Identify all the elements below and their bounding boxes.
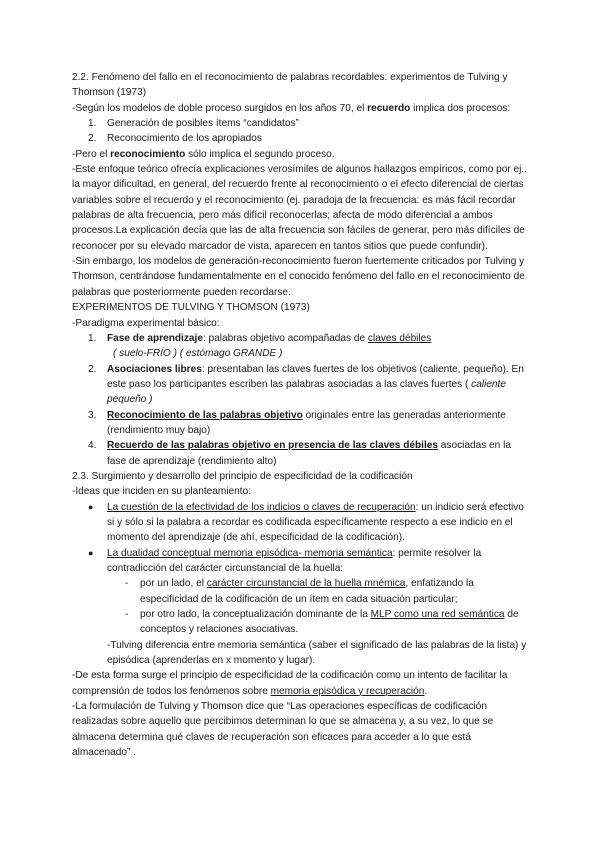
experiments-heading: EXPERIMENTOS DE TULVING Y THOMSON (1973) — [72, 302, 310, 314]
list-item: 1. Generación de posibles ítems “candidatos” — [88, 118, 299, 130]
paragraph-recognition: -Pero el reconocimiento sólo implica el segundo proceso. — [72, 148, 335, 160]
numbered-list-processes — [72, 116, 532, 147]
list-item: ● La cuestión de la efectividad de los indicios o claves de recuperación: un indicio será efectivo si y sólo si la palabra a recordar es codificada específicamente respecto a ese indicio en el momento del aprendizaje (de ahí, especificidad de la codificación). — [88, 501, 524, 544]
bold-recuerdo: recuerdo — [367, 102, 411, 114]
list-item: 3. Reconocimiento de las palabras objetivo originales entre las generadas anteriormente (rendimiento muy bajo) — [88, 409, 506, 436]
paradigm-label: -Paradigma experimental básico: — [72, 317, 220, 329]
list-item: 2. Reconocimiento de los apropiados — [88, 133, 262, 145]
section-heading-2-2: 2.2. Fenómeno del fallo en el reconocimiento de palabras recordables: experimentos de Tulving y Thomson (1973) — [72, 72, 508, 99]
bullet-icon: ● — [88, 547, 94, 558]
example-pairs: ( suelo-FRÍO ) ( estómago GRANDE ) — [113, 348, 283, 360]
paragraph-theory: -Este enfoque teórico ofrecía explicaciones verosímiles de algunos hallazgos empíricos, como por ej., la mayor dificultad, en general, del recuerdo frente al reconocimiento o el efecto diferencial de ciertas variables sobre el recuerdo y el reconocimiento (ej. paradoja de la frecuencia: es más fácil recordar palabras de alta frecuencia, pero más difícil reconocerlas; afecta de modo diferencial a ambos procesos.La explicación decía que las de alta frecuencia son fáciles de generar, pero más difíciles de reconocer por su elevado marcador de vista, aparecen en tantos sitios que puede confundir). — [72, 164, 528, 252]
section-heading-2-3: 2.3. Surgimiento y desarrollo del principio de especificidad de la codificación — [72, 470, 413, 482]
list-item: ● La dualidad conceptual memoria episódica- memoria semántica: permite resolver la contradicción del carácter circunstancial de la huella: — [88, 547, 482, 574]
ideas-label: -Ideas que inciden en su planteamiento: — [72, 486, 252, 498]
paragraph-principle: -De esta forma surge el principio de especificidad de la codificación como un intento de facilitar la comprensión de todos los fenómenos sobre memoria episódica y recuperación. — [72, 670, 508, 697]
paragraph-dual-process: -Según los modelos de doble proceso surgidos en los años 70, el recuerdo implica dos procesos: — [72, 102, 511, 114]
dash-icon: - — [125, 578, 129, 590]
list-item: 4. Recuerdo de las palabras objetivo en presencia de las claves débiles asociadas en la fase de aprendizaje (rendimiento alto) — [88, 440, 511, 467]
list-item: - por un lado, el carácter circunstancial de la huella mnémica, enfatizando la especificidad de la codificación de un ítem en cada situación particular; — [125, 578, 474, 605]
numbered-list-paradigm — [72, 331, 532, 469]
paragraph-tulving-note: -Tulving diferencia entre memoria semántica (saber el significado de las palabras de la lista) y episódica (aprenderlas en x momento y lugar). — [107, 639, 527, 667]
paragraph-formulation: -La formulación de Tulving y Thomson dice que “Las operaciones específicas de codificación realizadas sobre aquello que percibimos determinan lo que se almacena y, a su vez, lo que se almacena determina qué claves de recuperación son eficaces para acceder a lo que está almacenado” . — [72, 701, 494, 759]
bold-reconocimiento: reconocimiento — [110, 148, 186, 160]
document-page — [72, 70, 532, 760]
list-item: - por otro lado, la conceptualización dominante de la MLP como una red semántica de conceptos y relaciones asociativas. — [125, 609, 519, 636]
paragraph-criticism: -Sin embargo, los modelos de generación-reconocimiento fueron fuertemente criticados por Tulving y Thomson, centrándose fundamentalmente en el conocido fenómeno del fallo en el reconocimiento de palabras que posteriormente pueden recordarse. — [72, 256, 525, 298]
list-item: 2. Asociaciones libres: presentaban las claves fuertes de los objetivos (caliente, pequeño). En este paso los participantes escriben las palabras asociadas a las claves fuertes ( caliente pequeño ) — [88, 363, 524, 406]
list-item: 1. Fase de aprendizaje: palabras objetivo acompañadas de claves débiles ( suelo-FRÍO ) ( estómago GRANDE ) — [88, 332, 432, 360]
bullet-icon: ● — [88, 501, 94, 512]
dash-icon: - — [125, 609, 129, 621]
bullet-list-ideas — [72, 500, 532, 669]
